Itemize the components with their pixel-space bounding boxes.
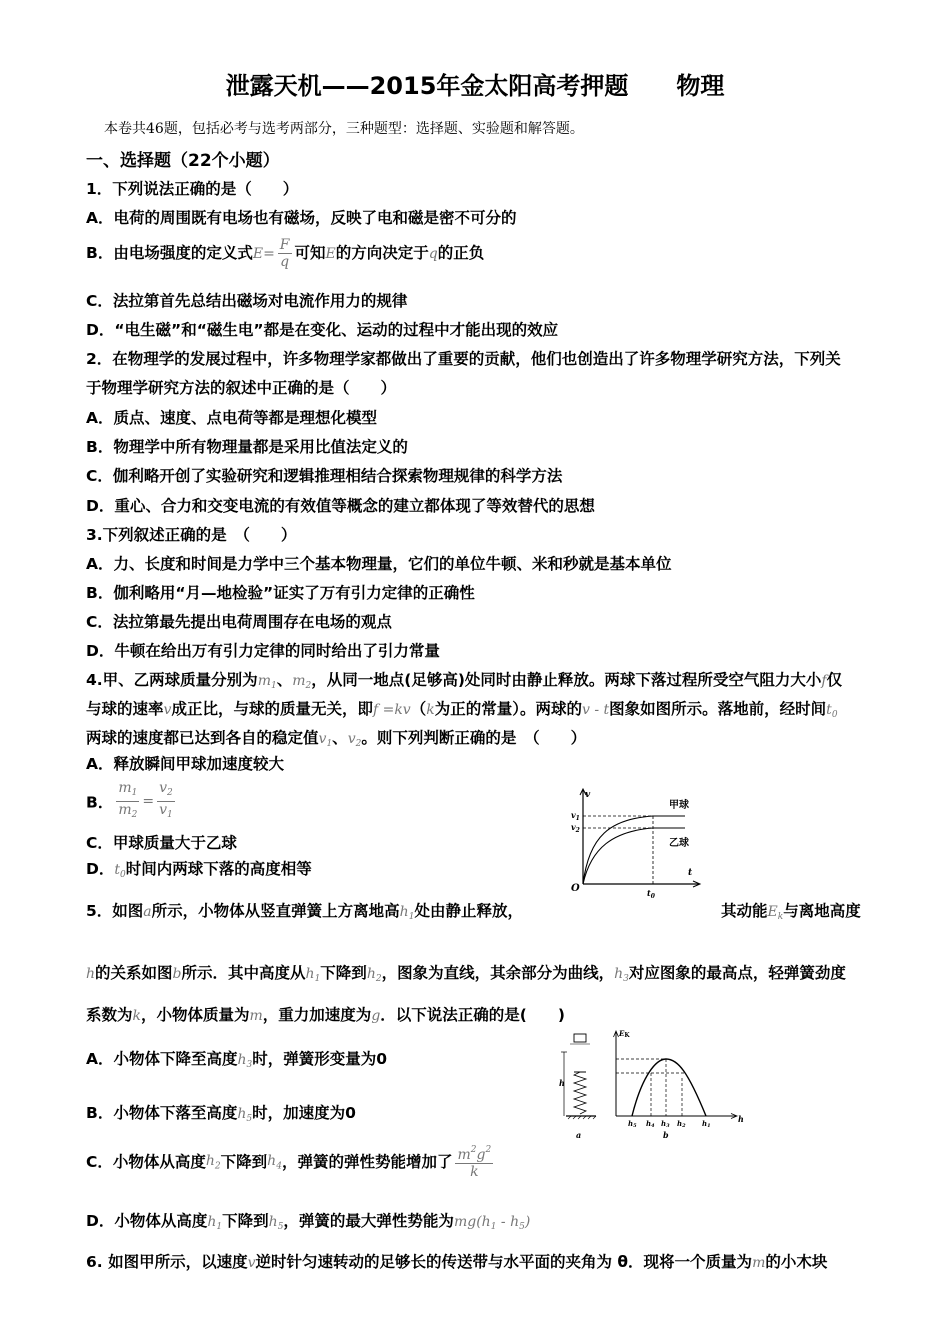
svg-text:v1: $v_1$	[571, 810, 580, 822]
q4-option-d: D．$t_0$时间内两球下落的高度相等	[86, 860, 312, 880]
q4-stem-line1: 4.甲、乙两球质量分别为$m_1$、$m_2$，从同一地点(足够高)处同时由静止释放。两球下落过程所受空气阻力大小f仅	[86, 671, 843, 691]
svg-text:h: h	[559, 1078, 565, 1088]
q2-stem-line2: 于物理学研究方法的叙述中正确的是（ ）	[86, 379, 397, 397]
q4-option-b: B． $\frac{m_1}{m_2}$ = $\frac{v_2}{v_1}$	[86, 780, 173, 820]
svg-text:h2: h2	[677, 1119, 686, 1129]
svg-text:a: a	[576, 1130, 582, 1140]
svg-text:甲球: 甲球	[669, 800, 689, 811]
spring-coil	[574, 1072, 586, 1114]
title-main: 泄露天机——2015年金太阳高考押题	[225, 72, 629, 100]
section-heading: 一、选择题（22个小题）	[86, 151, 280, 171]
vt-curve-yi	[583, 828, 685, 884]
q5-stem-line3: 系数为k，小物体质量为m，重力加速度为g．以下说法正确的是( )	[86, 1006, 565, 1024]
q4-stem-line2: 与球的速率v成正比，与球的质量无关，即f =kv（k为正的常量）。两球的v - t图象如图所示。落地前，经时间$t_0$	[86, 700, 838, 720]
q3-option-c: C．法拉第最先提出电荷周围存在电场的观点	[86, 613, 392, 631]
q1-option-d: D．“电生磁”和“磁生电”都是在变化、运动的过程中才能出现的效应	[86, 321, 559, 339]
svg-text:h1: h1	[702, 1119, 711, 1129]
q3-option-a: A．力、长度和时间是力学中三个基本物理量，它们的单位牛顿、米和秒就是基本单位	[86, 555, 672, 573]
ek-curve	[632, 1059, 706, 1116]
q2-stem-line1: 2．在物理学的发展过程中，许多物理学家都做出了重要的贡献，他们也创造出了许多物理学研究方法，下列关	[86, 350, 841, 368]
q1-option-a: A．电荷的周围既有电场也有磁场，反映了电和磁是密不可分的	[86, 209, 517, 227]
svg-text:h3: h3	[661, 1119, 670, 1129]
q5-option-a: A．小物体下降至高度$h_3$时，弹簧形变量为0	[86, 1050, 388, 1070]
q1-option-c: C．法拉第首先总结出磁场对电流作用力的规律	[86, 292, 408, 310]
q5-option-d: D．小物体从高度$h_1$下降到$h_5$，弹簧的最大弹性势能为$mg(h_1 - h_5)$	[86, 1212, 531, 1232]
q3-stem: 3.下列叙述正确的是 （ ）	[86, 526, 297, 544]
q4-option-c: C．甲球质量大于乙球	[86, 834, 237, 852]
title-subject: 物理	[676, 72, 725, 100]
spring-ek-figure	[556, 1024, 746, 1142]
svg-text:t0: $t_0$	[647, 888, 655, 898]
svg-text:EK: EK	[619, 1029, 630, 1039]
q3-option-b: B．伽利略用“月—地检验”证实了万有引力定律的正确性	[86, 584, 475, 602]
svg-text:h: h	[738, 1114, 744, 1124]
svg-text:v2: $v_2$	[571, 822, 580, 834]
q2-option-d: D．重心、合力和交变电流的有效值等概念的建立都体现了等效替代的思想	[86, 497, 595, 515]
q2-option-b: B．物理学中所有物理量都是采用比值法定义的	[86, 438, 408, 456]
q2-option-c: C．伽利略开创了实验研究和逻辑推理相结合探索物理规律的科学方法	[86, 467, 563, 485]
q4-stem-line3: 两球的速度都已达到各自的稳定值$v_1$、$v_2$。则下列判断正确的是 （ ）	[86, 729, 587, 749]
svg-text:h4: h4	[646, 1119, 655, 1129]
vt-graph-figure	[565, 786, 705, 898]
svg-text:h5: h5	[628, 1119, 637, 1129]
q1-fraction: $\frac{F}{q}$	[279, 237, 290, 270]
q5-stem-line2: h的关系如图b所示．其中高度从$h_1$下降到$h_2$，图象为直线，其余部分为曲线，$h_3$对应图象的最高点，轻弹簧劲度	[86, 964, 846, 984]
svg-text:v: v	[585, 790, 591, 800]
q5-stem-line1-end: 其动能$E_k$与离地高度	[721, 902, 861, 922]
svg-text:乙球: 乙球	[669, 838, 689, 849]
intro-text: 本卷共46题，包括必考与选考两部分，三种题型：选择题、实验题和解答题。	[104, 121, 584, 137]
q4-option-a: A．释放瞬间甲球加速度较大	[86, 755, 284, 773]
q5-option-b: B．小物体下落至高度$h_5$时，加速度为0	[86, 1104, 356, 1124]
q5-stem-line1: 5．如图a所示，小物体从竖直弹簧上方离地高$h_1$处由静止释放，	[86, 902, 523, 922]
svg-text:O: O	[571, 883, 580, 894]
svg-text:t: t	[688, 868, 693, 878]
q2-option-a: A．质点、速度、点电荷等都是理想化模型	[86, 409, 377, 427]
falling-block	[574, 1034, 586, 1042]
q1-option-b: B．由电场强度的定义式E= $\frac{F}{q}$ 可知E的方向决定于q的正负	[86, 237, 485, 270]
q5-option-c: C．小物体从高度$h_2$下降到$h_4$，弹簧的弹性势能增加了 $\frac{m^2g^2}{k}$	[86, 1142, 496, 1180]
vt-curve-jia	[583, 816, 685, 884]
svg-text:b: b	[663, 1130, 669, 1140]
page-title	[0, 66, 950, 101]
q1-stem: 1．下列说法正确的是（ ）	[86, 180, 299, 198]
q6-stem-line1: 6. 如图甲所示，以速度v逆时针匀速转动的足够长的传送带与水平面的夹角为 θ．现将一个质量为m的小木块	[86, 1253, 828, 1271]
q3-option-d: D．牛顿在给出万有引力定律的同时给出了引力常量	[86, 642, 440, 660]
